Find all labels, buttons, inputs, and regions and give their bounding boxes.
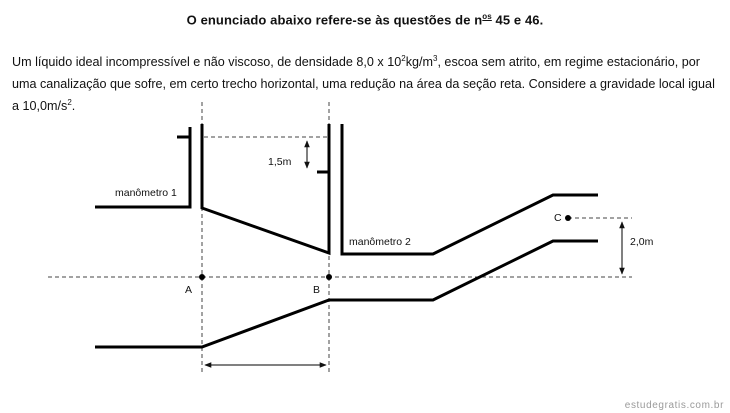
point-a-label: A: [185, 284, 193, 296]
statement-end: .: [71, 99, 76, 113]
statement-part-3: , escoa sem atrito, em regime estacionário, por uma canalização que sofre, em certo trecho horizontal, uma redução na área da seção reta. Considere a gravidade local igual a 10,0m/s: [12, 55, 715, 113]
pipe-top-right-wall: [342, 124, 598, 254]
heading-superscript: os: [482, 12, 492, 21]
heading-text: O enunciado abaixo refere-se às questões de n: [186, 12, 483, 28]
height-c-label: 2,0m: [630, 236, 654, 248]
volume-exponent: 3: [432, 53, 438, 63]
height-difference-label: 1,5m: [268, 156, 292, 168]
gravity-exponent: 2: [67, 97, 72, 107]
point-c-label: C: [554, 212, 562, 224]
manometer-1-label: manômetro 1: [115, 187, 177, 199]
pipe-narrowing-top-wall: [202, 124, 329, 253]
statement-part-1: Um líquido ideal incompressível e não viscoso, de densidade 8,0 x 10: [12, 55, 402, 69]
pipe-bottom-wall: [95, 241, 598, 347]
statement-part-2: kg/m: [405, 55, 433, 69]
point-a-marker: [199, 274, 205, 280]
manometer-2-label: manômetro 2: [349, 236, 411, 248]
density-exponent: 2: [401, 53, 406, 63]
site-watermark: estudegratis.com.br: [624, 400, 724, 411]
point-c-marker: [565, 215, 571, 221]
heading-questions: 45 e 46.: [491, 12, 544, 28]
point-b-marker: [326, 274, 332, 280]
point-b-label: B: [313, 284, 321, 296]
